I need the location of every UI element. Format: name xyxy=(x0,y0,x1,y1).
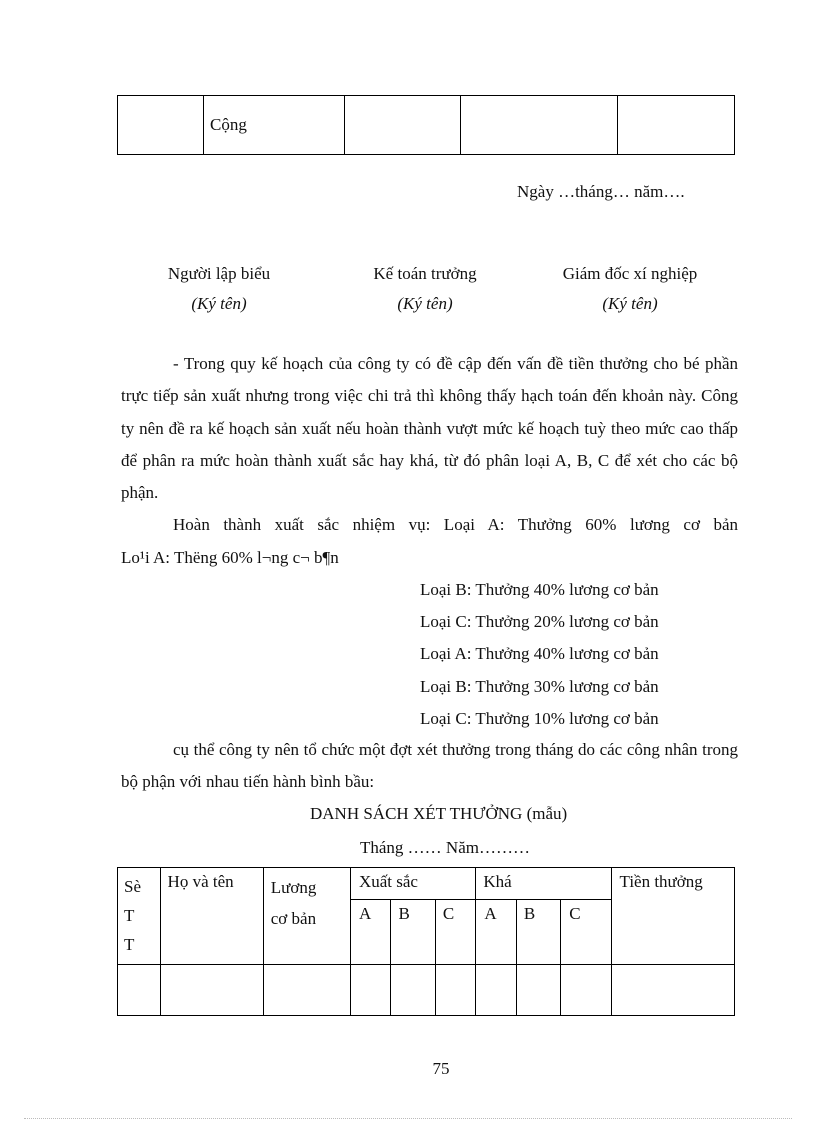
table-cell xyxy=(435,965,475,1016)
signature-title: Kế toán trưởng xyxy=(373,264,477,283)
top-table xyxy=(117,95,735,155)
name-header: Họ và tên xyxy=(167,872,234,891)
total-label: Cộng xyxy=(210,115,247,134)
paragraph-evaluation: cụ thể công ty nên tổ chức một đợt xét thưởng trong tháng do các công nhân trong bộ phận với nhau tiến hành bình bầu: xyxy=(121,740,738,792)
col-good-header xyxy=(476,868,611,900)
garbled-line: Lo¹i A: Thëng 60% l¬ng c¬ b¶n xyxy=(121,548,339,567)
paragraph-bonus-plan: - Trong quy kế hoạch của công ty có đề cập đến vấn đề tiền thưởng cho bé phần trực tiếp sản xuất nhưng trong việc chi trả thì không thấy hạch toán đến khoản này. Công ty nên đề ra kế hoạch sản xuất nếu hoàn thành vượt mức kế hoạch tuỳ theo mức cao thấp để phân ra mức hoàn thành xuất sắc hay khá, từ đó phân loại A, B, C để xét cho các bộ phận. xyxy=(121,354,738,503)
top-table-total-cell xyxy=(204,96,345,155)
col-stt-header xyxy=(118,868,161,965)
sub-col-label: C xyxy=(442,904,455,923)
table-cell xyxy=(350,965,391,1016)
top-table-cell xyxy=(461,96,618,155)
signature-chief-accountant xyxy=(340,264,510,314)
top-table-cell xyxy=(118,96,204,155)
table-cell xyxy=(516,965,560,1016)
table-cell xyxy=(611,965,734,1016)
signature-title: Giám đốc xí nghiệp xyxy=(562,264,698,283)
sub-col-header xyxy=(350,900,391,965)
table-cell xyxy=(561,965,611,1016)
sub-col-label: C xyxy=(569,904,581,923)
sub-col-header xyxy=(476,900,517,965)
bonus-table xyxy=(117,867,735,1016)
stt-line: T xyxy=(124,935,135,954)
top-table-cell xyxy=(345,96,461,155)
signature-note: (Ký tên) xyxy=(191,294,247,313)
bonus-heading: Hoàn thành xuất sắc nhiệm vụ: Loại A: Thưởng 60% lương cơ bản xyxy=(173,515,738,534)
top-table-cell xyxy=(618,96,735,155)
salary-line: cơ bản xyxy=(270,909,317,928)
bonus-line: Loại A: Thưởng 40% lương cơ bản xyxy=(420,644,659,663)
list-subtitle: Tháng …… Năm……… xyxy=(360,838,530,857)
table-cell xyxy=(160,965,263,1016)
table-cell xyxy=(391,965,435,1016)
sub-col-header xyxy=(435,900,475,965)
good-header: Khá xyxy=(483,872,512,891)
excellent-header: Xuất sắc xyxy=(358,872,418,891)
page-edge-rule xyxy=(24,1118,792,1119)
salary-line: Lương xyxy=(270,878,317,897)
signature-director xyxy=(530,264,730,314)
sub-col-header xyxy=(561,900,611,965)
page-number: 75 xyxy=(432,1059,450,1078)
bonus-line: Loại C: Thưởng 10% lương cơ bản xyxy=(420,709,659,728)
sub-col-label: B xyxy=(398,904,410,923)
sub-col-header xyxy=(516,900,560,965)
bonus-line: Loại B: Thưởng 40% lương cơ bản xyxy=(420,580,659,599)
sub-col-label: A xyxy=(484,904,497,923)
sub-col-label: B xyxy=(523,904,536,923)
col-excellent-header xyxy=(350,868,475,900)
table-cell xyxy=(263,965,350,1016)
signature-title: Người lập biểu xyxy=(167,264,271,283)
bonus-header: Tiền thưởng xyxy=(619,872,703,891)
bonus-line: Loại C: Thưởng 20% lương cơ bản xyxy=(420,612,659,631)
sub-col-label: A xyxy=(358,904,372,923)
stt-line: Sè xyxy=(124,877,141,896)
table-cell xyxy=(118,965,161,1016)
sub-col-header xyxy=(391,900,435,965)
col-name-header xyxy=(160,868,263,965)
signature-preparer xyxy=(134,264,304,314)
table-row xyxy=(118,965,735,1016)
stt-line: T xyxy=(124,906,135,925)
col-salary-header xyxy=(263,868,350,965)
list-title: DANH SÁCH XÉT THƯỞNG (mẫu) xyxy=(310,804,568,823)
date-line: Ngày …tháng… năm…. xyxy=(517,182,685,201)
col-bonus-header xyxy=(611,868,734,965)
table-cell xyxy=(476,965,517,1016)
signature-note: (Ký tên) xyxy=(602,294,658,313)
signature-note: (Ký tên) xyxy=(397,294,453,313)
bonus-line: Loại B: Thưởng 30% lương cơ bản xyxy=(420,677,659,696)
